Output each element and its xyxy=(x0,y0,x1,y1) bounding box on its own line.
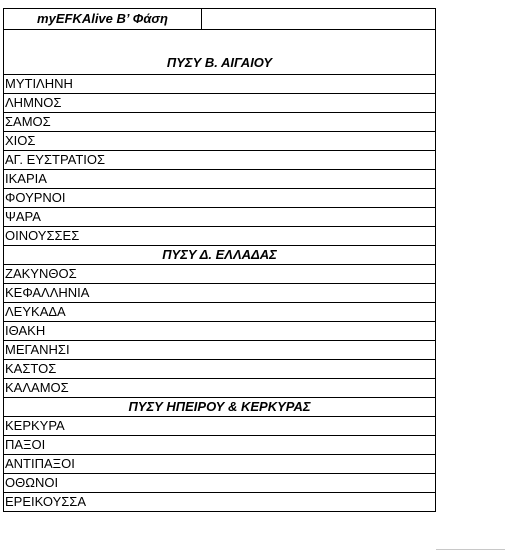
island-name-cell: ΖΑΚΥΝΘΟΣ xyxy=(4,265,436,284)
table-row xyxy=(4,436,436,455)
island-name-cell: ΟΘΩΝΟΙ xyxy=(4,474,436,493)
island-name-cell: ΟΙΝΟΥΣΣΕΣ xyxy=(4,227,436,246)
table-row xyxy=(4,284,436,303)
table-row xyxy=(4,455,436,474)
islands-table xyxy=(3,8,436,512)
island-name-cell: ΛΕΥΚΑΔΑ xyxy=(4,303,436,322)
table-row xyxy=(4,151,436,170)
table-row xyxy=(4,474,436,493)
title-row xyxy=(4,9,436,30)
island-name-cell: ΚΑΛΑΜΟΣ xyxy=(4,379,436,398)
table-row xyxy=(4,189,436,208)
island-name-cell: ΧΙΟΣ xyxy=(4,132,436,151)
table-row xyxy=(4,341,436,360)
title-blank-cell xyxy=(202,9,436,30)
document-title: myEFKAlive B’ Φάση xyxy=(4,9,202,30)
islands-table-body xyxy=(4,9,436,512)
island-name-cell: ΜΕΓΑΝΗΣΙ xyxy=(4,341,436,360)
table-row xyxy=(4,360,436,379)
table-row xyxy=(4,303,436,322)
table-row xyxy=(4,75,436,94)
table-row xyxy=(4,493,436,512)
section-heading-row xyxy=(4,30,436,75)
island-name-cell: ΚΕΡΚΥΡΑ xyxy=(4,417,436,436)
table-row xyxy=(4,132,436,151)
section-heading: ΠΥΣΥ Δ. ΕΛΛΑΔΑΣ xyxy=(4,246,436,265)
section-heading: ΠΥΣΥ ΗΠΕΙΡΟΥ & ΚΕΡΚΥΡΑΣ xyxy=(4,398,436,417)
island-name-cell: ΑΝΤΙΠΑΞΟΙ xyxy=(4,455,436,474)
section-heading-row xyxy=(4,246,436,265)
island-name-cell: ΨΑΡΑ xyxy=(4,208,436,227)
island-name-cell: ΦΟΥΡΝΟΙ xyxy=(4,189,436,208)
table-row xyxy=(4,265,436,284)
table-row xyxy=(4,322,436,341)
section-heading-row xyxy=(4,398,436,417)
island-name-cell: ΙΘΑΚΗ xyxy=(4,322,436,341)
table-row xyxy=(4,227,436,246)
island-name-cell: ΑΓ. ΕΥΣΤΡΑΤΙΟΣ xyxy=(4,151,436,170)
page-bottom-rule xyxy=(436,549,505,550)
island-name-cell: ΠΑΞΟΙ xyxy=(4,436,436,455)
island-name-cell: ΛΗΜΝΟΣ xyxy=(4,94,436,113)
table-row xyxy=(4,113,436,132)
table-row xyxy=(4,417,436,436)
table-row xyxy=(4,379,436,398)
island-name-cell: ΣΑΜΟΣ xyxy=(4,113,436,132)
section-heading: ΠΥΣΥ Β. ΑΙΓΑΙΟΥ xyxy=(4,30,436,75)
table-row xyxy=(4,170,436,189)
table-row xyxy=(4,94,436,113)
island-name-cell: ΜΥΤΙΛΗΝΗ xyxy=(4,75,436,94)
island-name-cell: ΕΡΕΙΚΟΥΣΣΑ xyxy=(4,493,436,512)
island-name-cell: ΚΕΦΑΛΛΗΝΙΑ xyxy=(4,284,436,303)
table-row xyxy=(4,208,436,227)
island-name-cell: ΙΚΑΡΙΑ xyxy=(4,170,436,189)
island-name-cell: ΚΑΣΤΟΣ xyxy=(4,360,436,379)
